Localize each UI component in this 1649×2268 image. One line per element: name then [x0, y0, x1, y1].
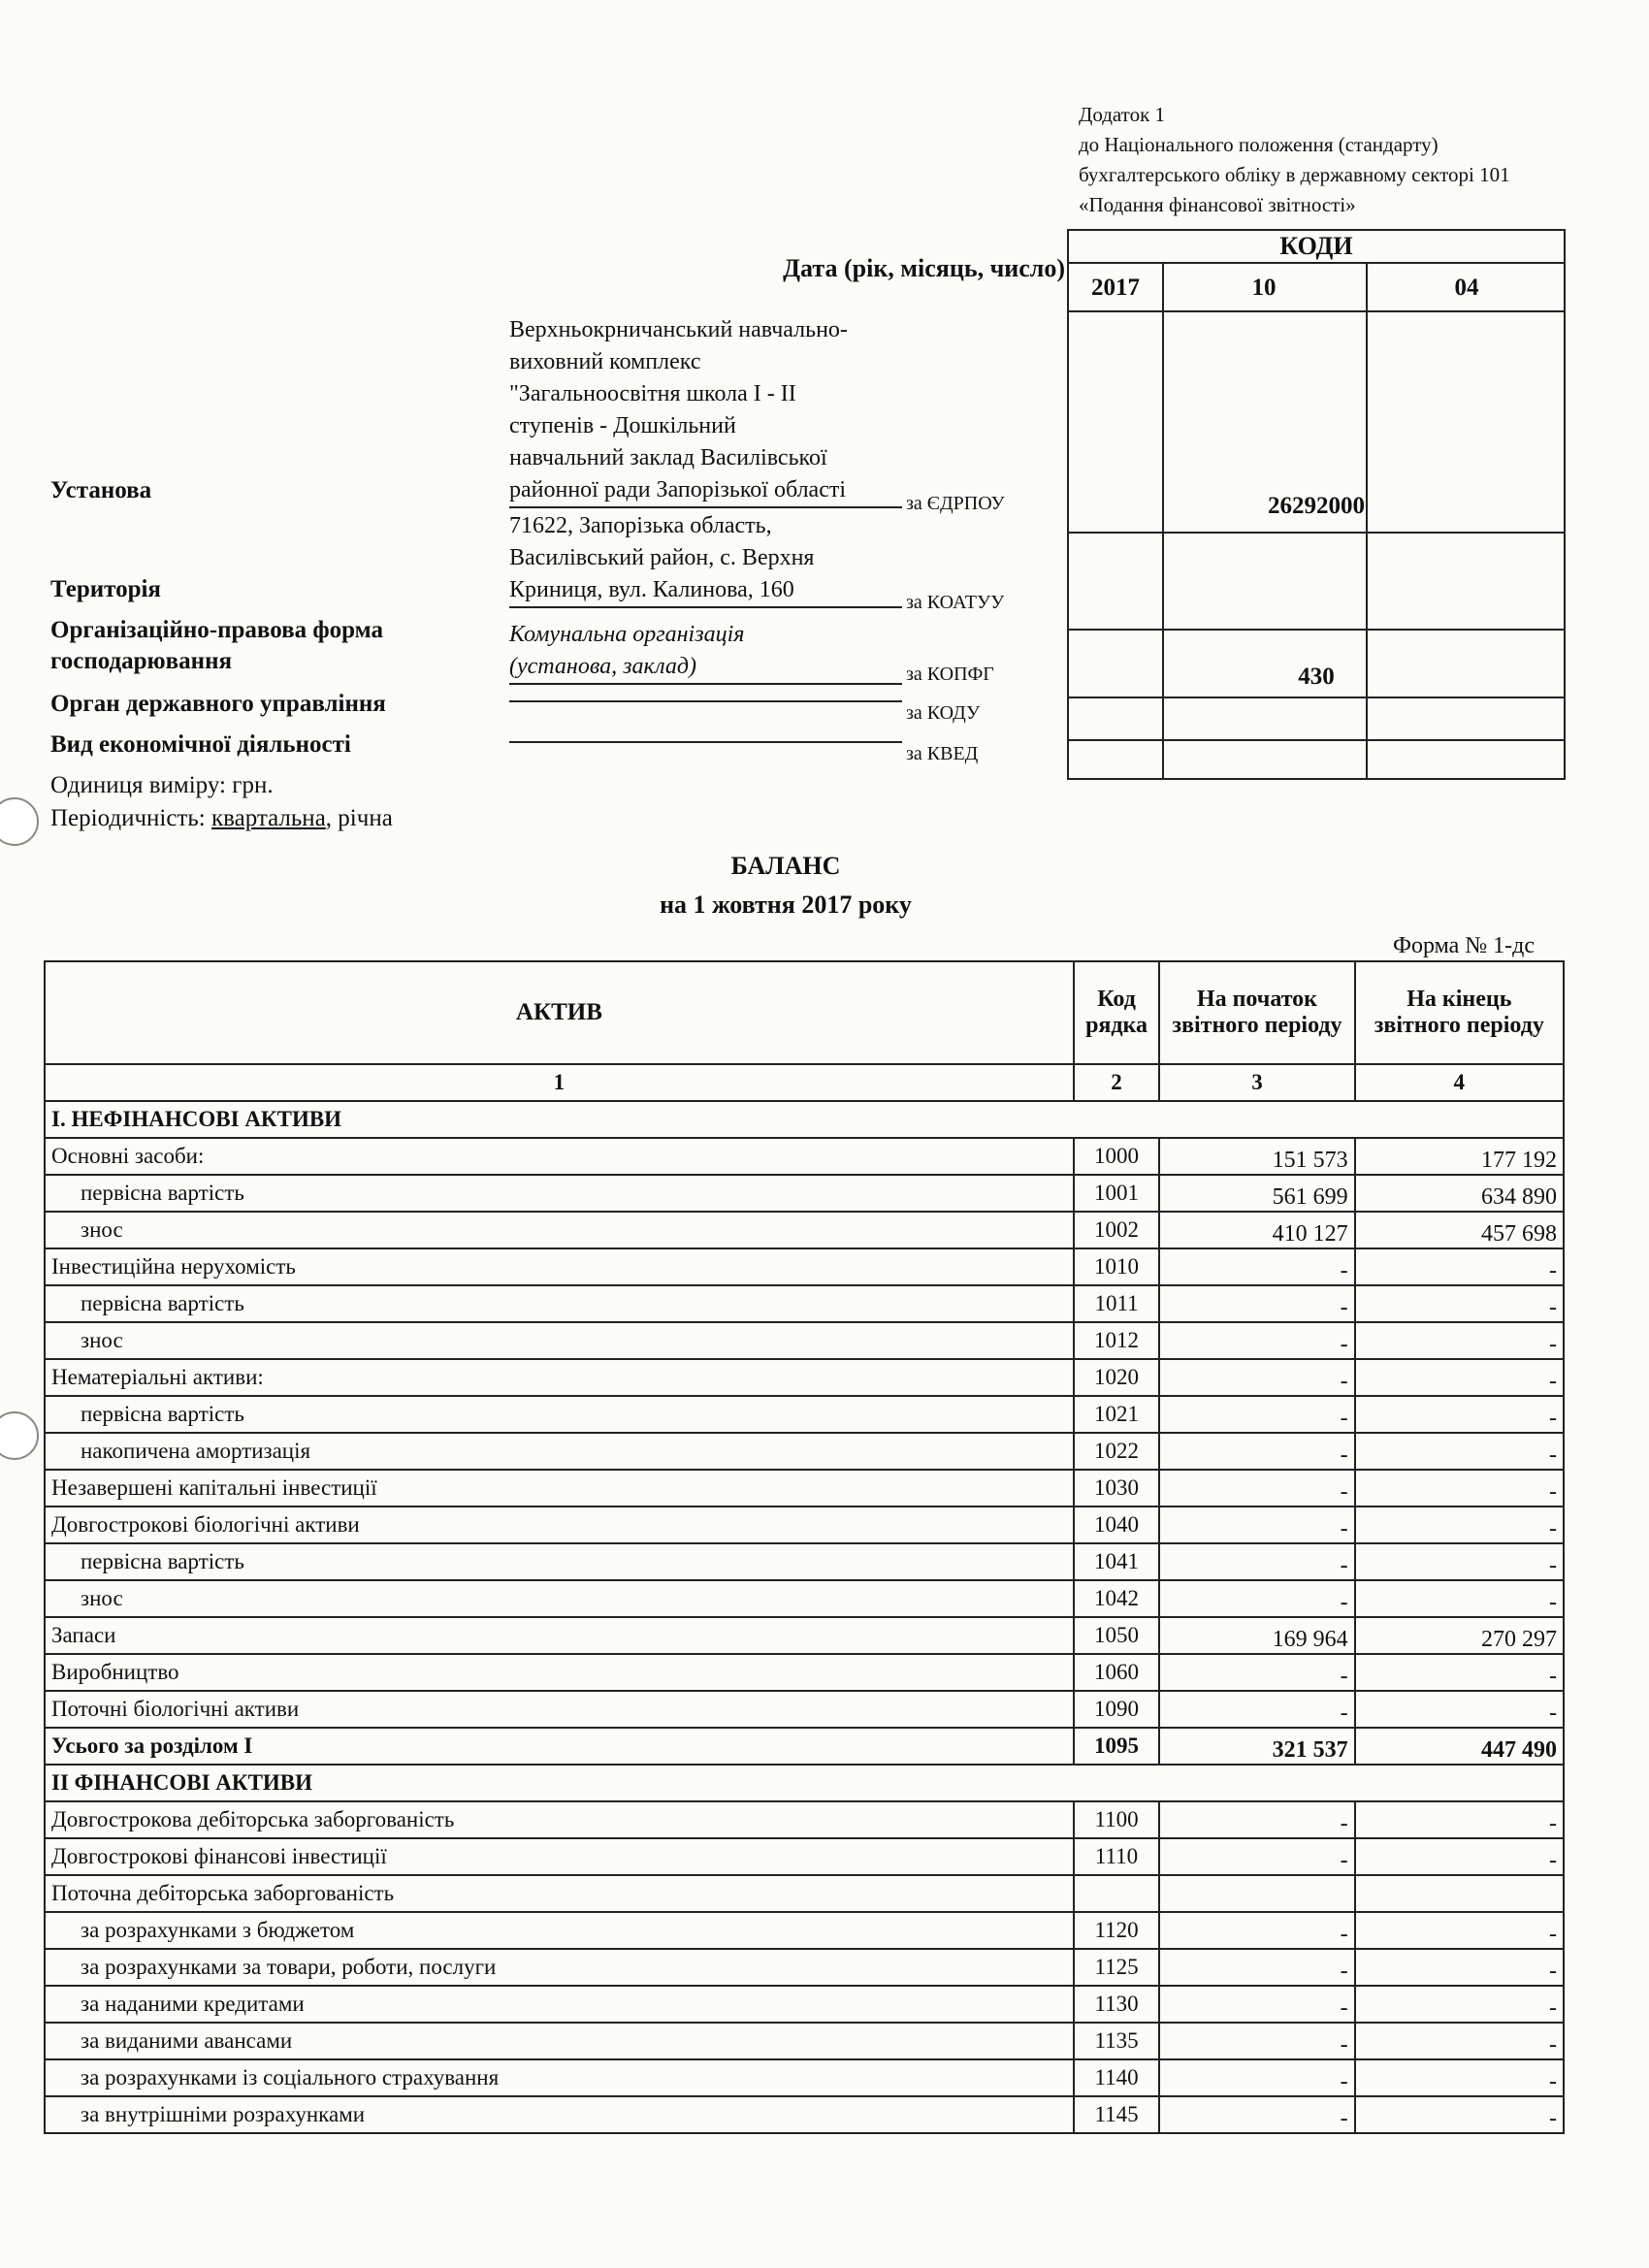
row-label: Довгострокова дебіторська заборгованість: [45, 1801, 1074, 1838]
value-start: [1159, 1875, 1354, 1912]
row-code: 1130: [1074, 1986, 1160, 2023]
value-start: -: [1159, 1654, 1354, 1691]
row-label: Усього за розділом I: [45, 1728, 1074, 1765]
territory-line: 71622, Запорізька область,: [509, 513, 772, 538]
table-row: [45, 1138, 1564, 1175]
row-code: 1100: [1074, 1801, 1160, 1838]
table-row: [45, 1470, 1564, 1507]
value-end: -: [1355, 1433, 1564, 1470]
value-end: -: [1355, 1507, 1564, 1543]
row-label: за розрахунками із соціального страхування: [45, 2059, 1074, 2096]
value-end: -: [1355, 1322, 1564, 1359]
table-row: [45, 1838, 1564, 1875]
date-day: 04: [1454, 275, 1479, 301]
date-month: 10: [1162, 262, 1368, 310]
table-row: [45, 1617, 1564, 1654]
row-label: накопичена амортизація: [45, 1433, 1074, 1470]
table-row: [45, 1801, 1564, 1838]
table-row: [45, 1654, 1564, 1691]
value-start: -: [1159, 1359, 1354, 1396]
org-form-label-line: господарювання: [50, 648, 232, 674]
row-label: Нематеріальні активи:: [45, 1359, 1074, 1396]
row-label: Запаси: [45, 1617, 1074, 1654]
table-row: [45, 1396, 1564, 1433]
institution-line: районної ради Запорізької області: [509, 474, 902, 508]
col-number: 4: [1355, 1064, 1564, 1101]
value-end: -: [1355, 1396, 1564, 1433]
value-end: -: [1355, 1912, 1564, 1949]
value-start: -: [1159, 2096, 1354, 2133]
table-row: [45, 1875, 1564, 1912]
table-row: [45, 2059, 1564, 2096]
row-code: 1022: [1074, 1433, 1160, 1470]
row-label: первісна вартість: [45, 1285, 1074, 1322]
row-label: Довгострокові біологічні активи: [45, 1507, 1074, 1543]
value-end: 270 297: [1355, 1617, 1564, 1654]
za-edrpou: за ЄДРПОУ: [906, 493, 1005, 514]
value-start: -: [1159, 1801, 1354, 1838]
document-title: БАЛАНС: [730, 852, 841, 880]
col-header-asset: АКТИВ: [45, 961, 1074, 1064]
org-form-line: (установа, заклад): [509, 651, 902, 685]
row-code: 1145: [1074, 2096, 1160, 2133]
row-code: 1050: [1074, 1617, 1160, 1654]
table-row: [45, 2096, 1564, 2133]
table-row: [45, 1175, 1564, 1212]
value-start: -: [1159, 2059, 1354, 2096]
row-label: первісна вартість: [45, 1396, 1074, 1433]
value-end: 457 698: [1355, 1212, 1564, 1248]
gov-body-line: [509, 700, 902, 702]
za-kopfg: за КОПФГ: [906, 664, 994, 685]
institution-line: виховний комплекс: [509, 349, 701, 374]
row-label: за наданими кредитами: [45, 1986, 1074, 2023]
row-label: знос: [45, 1322, 1074, 1359]
value-end: 177 192: [1355, 1138, 1564, 1175]
value-end: [1355, 1875, 1564, 1912]
value-end: -: [1355, 1801, 1564, 1838]
org-form-line: Комунальна організація: [509, 622, 745, 647]
section-title: II ФІНАНСОВІ АКТИВИ: [45, 1765, 1564, 1801]
row-label: за виданими авансами: [45, 2023, 1074, 2059]
col-header-start: На початок звітного періоду: [1159, 961, 1354, 1064]
za-kodu: за КОДУ: [906, 702, 981, 724]
row-code: 1030: [1074, 1470, 1160, 1507]
value-start: -: [1159, 1949, 1354, 1986]
date-label: Дата (рік, місяць, число): [783, 254, 1065, 282]
value-end: -: [1355, 2023, 1564, 2059]
table-row: [45, 1543, 1564, 1580]
row-code: 1125: [1074, 1949, 1160, 1986]
row-code: [1074, 1875, 1160, 1912]
value-end: -: [1355, 1949, 1564, 1986]
balance-table: [44, 960, 1565, 2134]
row-code: 1000: [1074, 1138, 1160, 1175]
value-start: 151 573: [1159, 1138, 1354, 1175]
appendix-line: «Подання фінансової звітності»: [1079, 193, 1356, 216]
periodicity-prefix: Періодичність:: [50, 805, 211, 831]
row-code: 1120: [1074, 1912, 1160, 1949]
divider: [1069, 739, 1564, 741]
value-start: -: [1159, 1248, 1354, 1285]
org-form-value: [509, 619, 902, 685]
institution-label: Установа: [50, 477, 152, 503]
row-label: за внутрішніми розрахунками: [45, 2096, 1074, 2133]
territory-line: Василівський район, с. Верхня: [509, 545, 815, 570]
value-start: -: [1159, 1507, 1354, 1543]
table-row: [45, 1580, 1564, 1617]
value-end: -: [1355, 1359, 1564, 1396]
row-code: 1135: [1074, 2023, 1160, 2059]
value-start: -: [1159, 1433, 1354, 1470]
divider: [1069, 697, 1564, 698]
codes-title: КОДИ: [1069, 231, 1564, 264]
row-code: 1042: [1074, 1580, 1160, 1617]
row-code: 1041: [1074, 1543, 1160, 1580]
table-row: [45, 1691, 1564, 1728]
row-label: Виробництво: [45, 1654, 1074, 1691]
row-code: 1090: [1074, 1691, 1160, 1728]
divider: [1366, 310, 1368, 778]
table-body: [45, 1101, 1564, 2133]
row-label: Поточні біологічні активи: [45, 1691, 1074, 1728]
appendix-note: [1079, 100, 1510, 220]
value-start: -: [1159, 1470, 1354, 1507]
row-label: Основні засоби:: [45, 1138, 1074, 1175]
row-code: 1020: [1074, 1359, 1160, 1396]
col-number: 3: [1159, 1064, 1354, 1101]
col-number: 2: [1074, 1064, 1160, 1101]
value-end: -: [1355, 1543, 1564, 1580]
row-label: знос: [45, 1580, 1074, 1617]
table-row: [45, 1285, 1564, 1322]
divider: [1069, 629, 1564, 631]
value-end: -: [1355, 1248, 1564, 1285]
value-start: -: [1159, 1838, 1354, 1875]
row-code: 1010: [1074, 1248, 1160, 1285]
section-row: [45, 1765, 1564, 1801]
value-start: -: [1159, 1322, 1354, 1359]
appendix-line: Додаток 1: [1079, 103, 1166, 126]
value-end: -: [1355, 1470, 1564, 1507]
row-label: первісна вартість: [45, 1175, 1074, 1212]
institution-line: ступенів - Дошкільний: [509, 413, 736, 438]
table-row: [45, 1986, 1564, 2023]
row-label: Довгострокові фінансові інвестиції: [45, 1838, 1074, 1875]
value-start: 410 127: [1159, 1212, 1354, 1248]
periodicity-rest: , річна: [325, 805, 393, 831]
appendix-line: бухгалтерського обліку в державному секторі 101: [1079, 163, 1510, 186]
punch-hole: [0, 1411, 39, 1460]
form-number: Форма № 1-дс: [1393, 933, 1536, 958]
date-year: 2017: [1069, 262, 1164, 310]
divider: [1162, 310, 1164, 778]
value-start: 321 537: [1159, 1728, 1354, 1765]
row-code: 1040: [1074, 1507, 1160, 1543]
row-label: первісна вартість: [45, 1543, 1074, 1580]
section-title: I. НЕФІНАНСОВІ АКТИВИ: [45, 1101, 1564, 1138]
territory-line: Криниця, вул. Калинова, 160: [509, 574, 902, 608]
date-row: [1069, 262, 1564, 312]
document-subtitle: на 1 жовтня 2017 року: [660, 891, 912, 919]
institution-value: [509, 314, 902, 508]
value-end: -: [1355, 2059, 1564, 2096]
row-label: Поточна дебіторська заборгованість: [45, 1875, 1074, 1912]
row-label: Незавершені капітальні інвестиції: [45, 1470, 1074, 1507]
punch-hole: [0, 797, 39, 846]
appendix-line: до Національного положення (стандарту): [1079, 133, 1439, 156]
row-label: Інвестиційна нерухомість: [45, 1248, 1074, 1285]
periodicity: [50, 805, 393, 832]
value-start: -: [1159, 2023, 1354, 2059]
row-code: 1001: [1074, 1175, 1160, 1212]
table-row: [45, 1912, 1564, 1949]
value-end: -: [1355, 1580, 1564, 1617]
value-start: -: [1159, 1691, 1354, 1728]
table-row: [45, 1507, 1564, 1543]
row-code: 1012: [1074, 1322, 1160, 1359]
row-label: за розрахунками за товари, роботи, послуги: [45, 1949, 1074, 1986]
value-end: -: [1355, 1691, 1564, 1728]
row-code: 1011: [1074, 1285, 1160, 1322]
table-row: [45, 1322, 1564, 1359]
value-start: -: [1159, 1986, 1354, 2023]
divider: [1069, 532, 1564, 534]
col-header-code: Код рядка: [1074, 961, 1160, 1064]
value-start: -: [1159, 1285, 1354, 1322]
territory-label: Територія: [50, 576, 161, 602]
row-code: 1060: [1074, 1654, 1160, 1691]
row-code: 1095: [1074, 1728, 1160, 1765]
table-row: [45, 1359, 1564, 1396]
table-row: [45, 1212, 1564, 1248]
value-end: -: [1355, 2096, 1564, 2133]
gov-body-label: Орган державного управління: [50, 691, 386, 717]
table-row: [45, 1248, 1564, 1285]
value-end: -: [1355, 1838, 1564, 1875]
row-label: за розрахунками з бюджетом: [45, 1912, 1074, 1949]
institution-line: навчальний заклад Василівської: [509, 445, 827, 470]
kopfg-code: 430: [1298, 664, 1335, 690]
section-row: [45, 1101, 1564, 1138]
za-kved: за КВЕД: [906, 743, 979, 764]
col-number: 1: [45, 1064, 1074, 1101]
row-label: знос: [45, 1212, 1074, 1248]
periodicity-selected: квартальна: [211, 805, 326, 831]
edrpou-code: 26292000: [1268, 493, 1365, 519]
codes-box: [1067, 229, 1566, 780]
unit-of-measure: Одиниця виміру: грн.: [50, 772, 274, 798]
row-code: 1002: [1074, 1212, 1160, 1248]
value-start: -: [1159, 1543, 1354, 1580]
value-start: 561 699: [1159, 1175, 1354, 1212]
value-start: -: [1159, 1396, 1354, 1433]
value-end: -: [1355, 1986, 1564, 2023]
institution-line: Верхньокрничанський навчально-: [509, 317, 848, 342]
activity-line: [509, 741, 902, 743]
activity-label: Вид економічної діяльності: [50, 731, 351, 758]
value-end: -: [1355, 1654, 1564, 1691]
table-row: [45, 2023, 1564, 2059]
org-form-label-line: Організаційно-правова форма: [50, 617, 384, 643]
value-end: 634 890: [1355, 1175, 1564, 1212]
total-row: [45, 1728, 1564, 1765]
row-code: 1110: [1074, 1838, 1160, 1875]
org-form-label: [50, 615, 383, 677]
value-end: 447 490: [1355, 1728, 1564, 1765]
institution-line: "Загальноосвітня школа I - II: [509, 381, 796, 406]
col-header-end: На кінець звітного періоду: [1355, 961, 1564, 1064]
value-start: 169 964: [1159, 1617, 1354, 1654]
row-code: 1021: [1074, 1396, 1160, 1433]
za-koatuu: за КОАТУУ: [906, 592, 1005, 613]
row-code: 1140: [1074, 2059, 1160, 2096]
table-row: [45, 1949, 1564, 1986]
table-row: [45, 1433, 1564, 1470]
value-start: -: [1159, 1580, 1354, 1617]
value-start: -: [1159, 1912, 1354, 1949]
value-end: -: [1355, 1285, 1564, 1322]
territory-value: [509, 510, 902, 608]
